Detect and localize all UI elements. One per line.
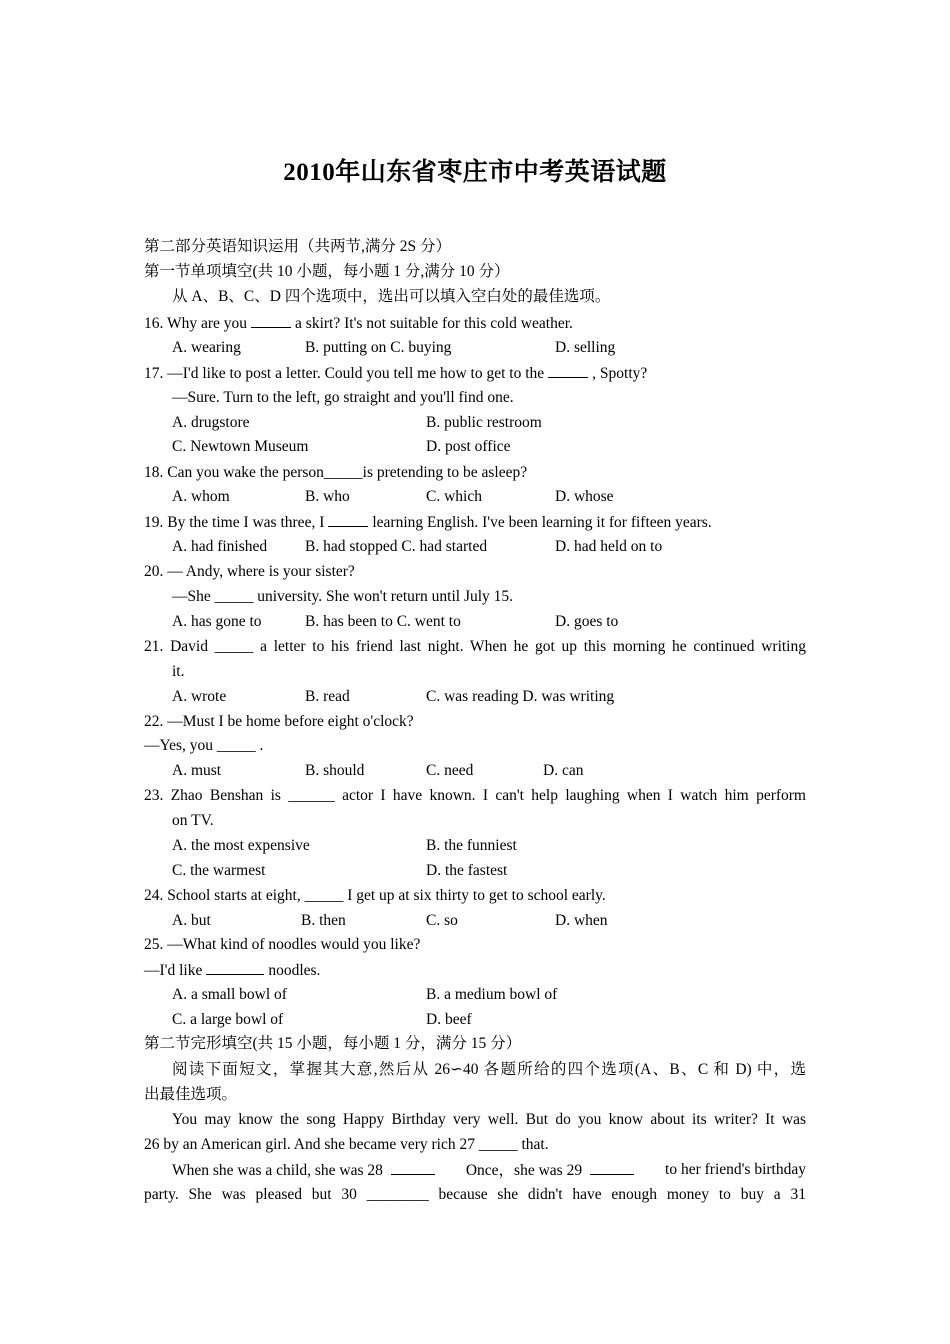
- option-d: D. beef: [426, 1011, 472, 1028]
- option-a: A. but: [172, 912, 211, 929]
- question-25-reply: —I'd like noodles.: [144, 962, 321, 979]
- section2-instruction-cont: 出最佳选项。: [144, 1086, 238, 1103]
- option-d: D. whose: [555, 488, 614, 505]
- section1-heading: 第一节单项填空(共 10 小题，每小题 1 分,满分 10 分）: [144, 263, 510, 280]
- option-b: B. putting on C. buying: [305, 339, 452, 356]
- option-c: C. which: [426, 488, 482, 505]
- answer-blank: [206, 960, 264, 975]
- option-a: A. wearing: [172, 339, 241, 356]
- section2-heading: 第二节完形填空(共 15 小题，每小题 1 分，满分 15 分）: [144, 1035, 522, 1052]
- option-d: D. goes to: [555, 613, 619, 630]
- option-c: C. need: [426, 762, 474, 779]
- option-d: D. selling: [555, 339, 616, 356]
- option-a: A. a small bowl of: [172, 986, 287, 1003]
- option-b: B. then: [301, 912, 346, 929]
- option-b: B. who: [305, 488, 350, 505]
- page-title: 2010年山东省枣庄市中考英语试题: [283, 159, 667, 186]
- answer-blank: [548, 363, 588, 378]
- question-20: 20. — Andy, where is your sister?: [144, 563, 355, 580]
- passage-line-2: 26 by an American girl. And she became very rich 27 _____ that.: [144, 1136, 549, 1153]
- option-a: A. wrote: [172, 688, 227, 705]
- question-24: 24. School starts at eight, _____ I get up at six thirty to get to school early.: [144, 887, 606, 904]
- option-b: B. a medium bowl of: [426, 986, 558, 1003]
- question-22-reply: —Yes, you _____ .: [144, 737, 264, 754]
- question-23: 23. Zhao Benshan is ______ actor I have known. I can't help laughing when I watch him perform: [144, 787, 806, 804]
- question-25: 25. —What kind of noodles would you like?: [144, 936, 421, 953]
- question-23-cont: on TV.: [172, 812, 214, 829]
- question-18: 18. Can you wake the person_____is pretending to be asleep?: [144, 464, 528, 481]
- option-d: D. had held on to: [555, 538, 663, 555]
- option-d: D. can: [543, 762, 584, 779]
- option-a: A. had finished: [172, 538, 268, 555]
- option-b: B. public restroom: [426, 414, 542, 431]
- option-c: C. so: [426, 912, 458, 929]
- section2-instruction: 阅读下面短文，掌握其大意,然后从 26∽40 各题所给的四个选项(A、B、C 和 D) 中，选: [172, 1061, 806, 1078]
- question-21-cont: it.: [172, 663, 185, 680]
- passage-line-1: You may know the song Happy Birthday very well. But do you know about its writer? It was: [172, 1111, 806, 1128]
- option-b: B. should: [305, 762, 365, 779]
- passage-line-4: party. She was pleased but 30 ________ because she didn't have enough money to buy a 31: [144, 1186, 806, 1203]
- option-c: C. was reading D. was writing: [426, 688, 615, 705]
- question-17: 17. —I'd like to post a letter. Could you tell me how to get to the , Spotty?: [144, 365, 648, 382]
- passage-line-3: When she was a child, she was 28 Once，she was 29 to her friend's birthday: [172, 1161, 806, 1179]
- answer-blank: [391, 1160, 435, 1175]
- question-17-reply: —Sure. Turn to the left, go straight and you'll find one.: [172, 389, 514, 406]
- question-21: 21. David _____ a letter to his friend last night. When he got up this morning he continued writing: [144, 638, 806, 655]
- option-a: A. the most expensive: [172, 837, 310, 854]
- option-a: A. must: [172, 762, 222, 779]
- option-b: B. the funniest: [426, 837, 517, 854]
- option-c: C. a large bowl of: [172, 1011, 284, 1028]
- option-d: D. when: [555, 912, 608, 929]
- answer-blank: [251, 313, 291, 328]
- part2-heading: 第二部分英语知识运用（共两节,满分 2S 分）: [144, 238, 451, 255]
- question-19: 19. By the time I was three, I learning English. I've been learning it for fifteen years.: [144, 514, 712, 531]
- option-a: A. drugstore: [172, 414, 250, 431]
- option-b: B. had stopped C. had started: [305, 538, 488, 555]
- question-20-reply: —She _____ university. She won't return until July 15.: [172, 588, 514, 605]
- section1-instruction: 从 A、B、C、D 四个选项中，选出可以填入空白处的最佳选项。: [172, 288, 611, 305]
- option-d: D. the fastest: [426, 862, 508, 879]
- option-a: A. has gone to: [172, 613, 262, 630]
- question-22: 22. —Must I be home before eight o'clock?: [144, 713, 414, 730]
- option-c: C. Newtown Museum: [172, 438, 309, 455]
- option-d: D. post office: [426, 438, 511, 455]
- option-a: A. whom: [172, 488, 230, 505]
- answer-blank: [328, 512, 368, 527]
- question-16: 16. Why are you a skirt? It's not suitable for this cold weather.: [144, 315, 573, 332]
- option-c: C. the warmest: [172, 862, 266, 879]
- answer-blank: [590, 1160, 634, 1175]
- option-b: B. read: [305, 688, 350, 705]
- option-b: B. has been to C. went to: [305, 613, 461, 630]
